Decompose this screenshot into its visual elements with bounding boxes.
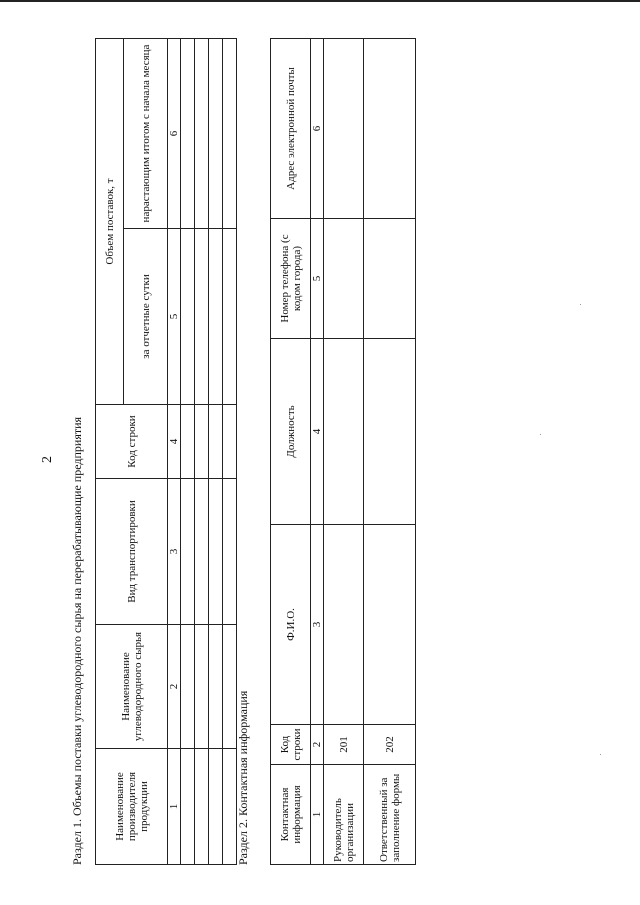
table-cell[interactable] [181,479,195,625]
column-number: 5 [168,229,181,405]
header-email: Адрес электронной почты [271,39,311,219]
table-row [364,39,416,865]
row-code: 201 [324,725,364,765]
table-cell[interactable] [181,405,195,479]
section1-caption: Раздел 1. Объемы поставки углеводородного сырья на перерабатывающие предприятия [70,416,84,865]
table-cell[interactable] [364,525,416,725]
table-cell[interactable] [195,229,209,405]
table-cell[interactable] [181,229,195,405]
table-cell[interactable] [324,219,364,339]
header-raw-material: Наименование углеводородного сырья [96,625,168,749]
header-contact: Контактная информация [271,765,311,865]
table-cell[interactable] [223,39,237,229]
table-cell[interactable] [195,479,209,625]
section2-caption: Раздел 2. Контактная информация [236,690,250,865]
table-cell[interactable] [209,229,223,405]
table-cell[interactable] [364,339,416,525]
table-row [324,39,364,865]
column-number: 2 [311,725,324,765]
column-number: 4 [168,405,181,479]
table-cell[interactable] [223,405,237,479]
column-number: 3 [168,479,181,625]
table-cell[interactable] [209,479,223,625]
header-line-code: Код строки [96,405,168,479]
table-cell[interactable] [209,39,223,229]
table-cell[interactable] [195,39,209,229]
column-numbers-row [168,39,181,865]
row-code: 202 [364,725,416,765]
header-cumulative: нарастающим итогом с начала месяца [124,39,168,229]
scan-speck [540,434,541,435]
page-number: 2 [40,456,55,463]
header-phone: Номер телефона (с кодом города) [271,219,311,339]
table-cell[interactable] [209,405,223,479]
column-number: 3 [311,525,324,725]
table-cell[interactable] [223,479,237,625]
column-number: 2 [168,625,181,749]
table-cell[interactable] [195,625,209,749]
table-cell[interactable] [223,749,237,865]
table-cell[interactable] [181,749,195,865]
header-line-code: Код строки [271,725,311,765]
header-transport: Вид транспортировки [96,479,168,625]
table-row [195,39,209,865]
table-cell[interactable] [364,39,416,219]
table-cell[interactable] [195,749,209,865]
column-number: 5 [311,219,324,339]
row-label-director: Руководитель организации [324,765,364,865]
table-cell[interactable] [209,749,223,865]
table-cell[interactable] [324,339,364,525]
table-row [181,39,195,865]
scan-speck [600,754,601,755]
contact-info-table [270,38,416,865]
row-label-responsible: Ответственный за заполнение формы [364,765,416,865]
table-cell[interactable] [324,525,364,725]
table-row [223,39,237,865]
table-cell[interactable] [324,39,364,219]
scan-speck [580,304,581,305]
table-cell[interactable] [195,405,209,479]
table-cell[interactable] [364,219,416,339]
column-number: 6 [311,39,324,219]
header-position: Должность [271,339,311,525]
header-volume-group: Объем поставок, т [96,39,124,405]
table-cell[interactable] [181,39,195,229]
table-cell[interactable] [181,625,195,749]
header-producer: Наименование производителя продукции [96,749,168,865]
table-row [209,39,223,865]
table-cell[interactable] [223,625,237,749]
header-per-day: за отчетные сутки [124,229,168,405]
supply-volume-table [95,38,237,865]
table-cell[interactable] [223,229,237,405]
column-number: 4 [311,339,324,525]
table-cell[interactable] [209,625,223,749]
column-number: 1 [311,765,324,865]
column-number: 6 [168,39,181,229]
column-numbers-row [311,39,324,865]
column-number: 1 [168,749,181,865]
header-fio: Ф.И.О. [271,525,311,725]
